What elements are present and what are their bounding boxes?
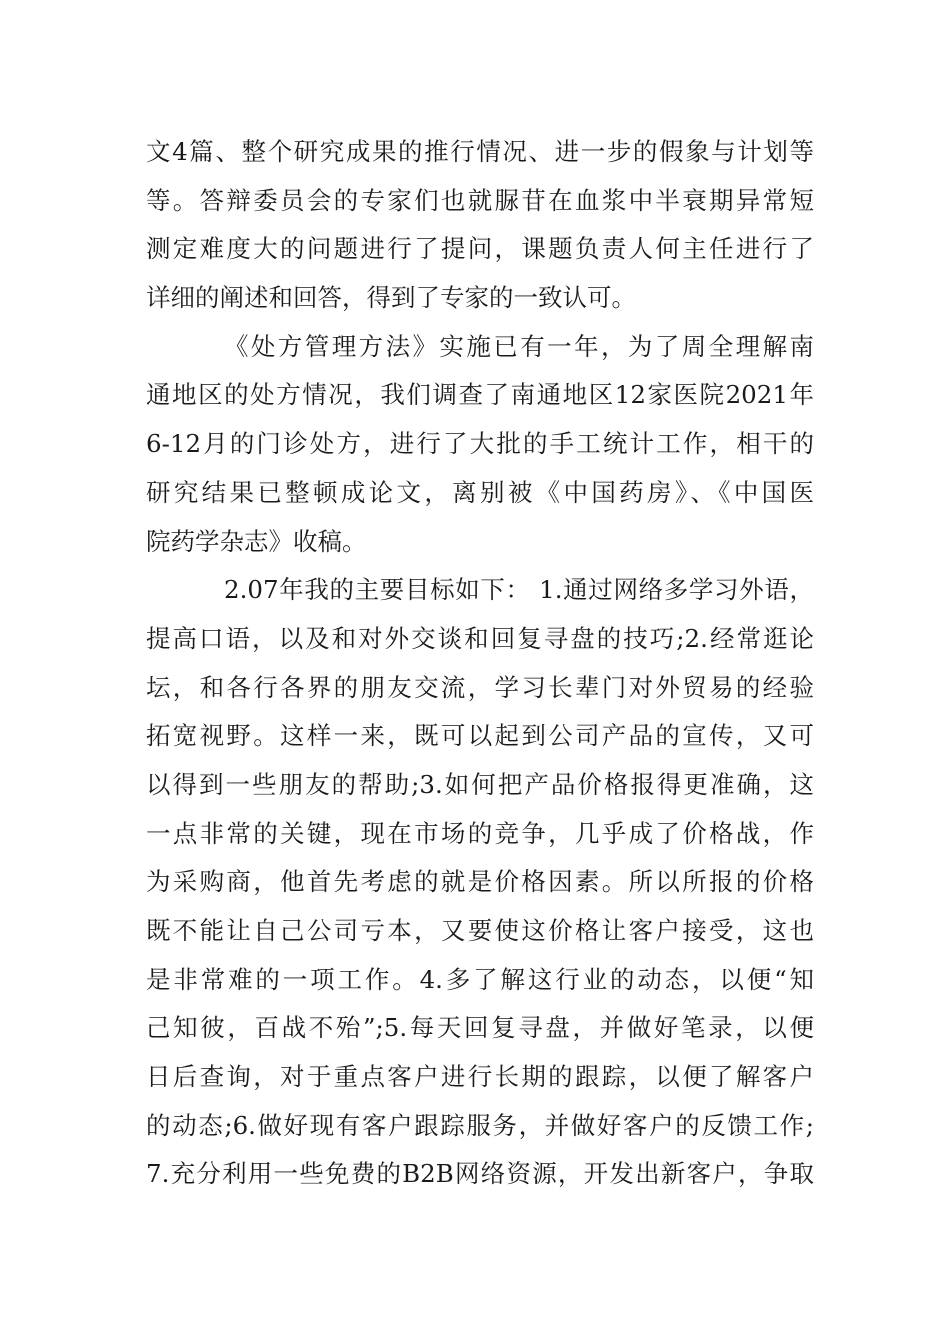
text-line: 以得到一些朋友的帮助;3.如何把产品价格报得更准确，这	[146, 769, 814, 799]
text-line: 文4篇、整个研究成果的推行情况、进一步的假象与计划等	[146, 137, 814, 166]
text-line: 的动态;6.做好现有客户跟踪服务，并做好客户的反馈工作;	[146, 1110, 814, 1140]
text-line: 提高口语，以及和对外交谈和回复寻盘的技巧;2.经常逛论	[146, 623, 814, 653]
text-line: 日后查询，对于重点客户进行长期的跟踪，以便了解客户	[146, 1062, 814, 1092]
body-text	[146, 128, 814, 1199]
text-line: 6-12月的门诊处方，进行了大批的手工统计工作，相干的	[146, 429, 814, 459]
text-line: 研究结果已整顿成论文，离别被《中国药房》、《中国医	[146, 477, 814, 507]
text-line: 拓宽视野。这样一来，既可以起到公司产品的宣传，又可	[146, 721, 814, 751]
text-line: 《处方管理方法》实施已有一年，为了周全理解南	[224, 331, 814, 361]
text-line: 详细的阐述和回答，得到了专家的一致认可。	[146, 283, 636, 313]
text-line: 为采购商，他首先考虑的就是价格因素。所以所报的价格	[146, 867, 814, 897]
text-line: 院药学杂志》收稿。	[146, 526, 367, 556]
text-line: 测定难度大的问题进行了提问，课题负责人何主任进行了	[146, 234, 814, 264]
text-line: 等。答辩委员会的专家们也就脲苷在血浆中半衰期异常短	[146, 185, 814, 215]
text-line: 己知彼，百战不殆”;5.每天回复寻盘，并做好笔录，以便	[146, 1013, 814, 1043]
text-line: 既不能让自己公司亏本，又要使这价格让客户接受，这也	[146, 916, 814, 945]
text-line: 2.07年我的主要目标如下： 1.通过网络多学习外语，	[224, 575, 814, 605]
text-line: 7.充分利用一些免费的B2B网络资源，开发出新客户，争取	[146, 1159, 814, 1189]
text-line: 通地区的处方情况，我们调查了南通地区12家医院2021年	[146, 380, 814, 410]
text-line: 一点非常的关键，现在市场的竞争，几乎成了价格战，作	[146, 818, 814, 848]
text-line: 是非常难的一项工作。4.多了解这行业的动态，以便“知	[146, 964, 814, 994]
text-line: 坛，和各行各界的朋友交流，学习长辈门对外贸易的经验	[146, 672, 814, 702]
